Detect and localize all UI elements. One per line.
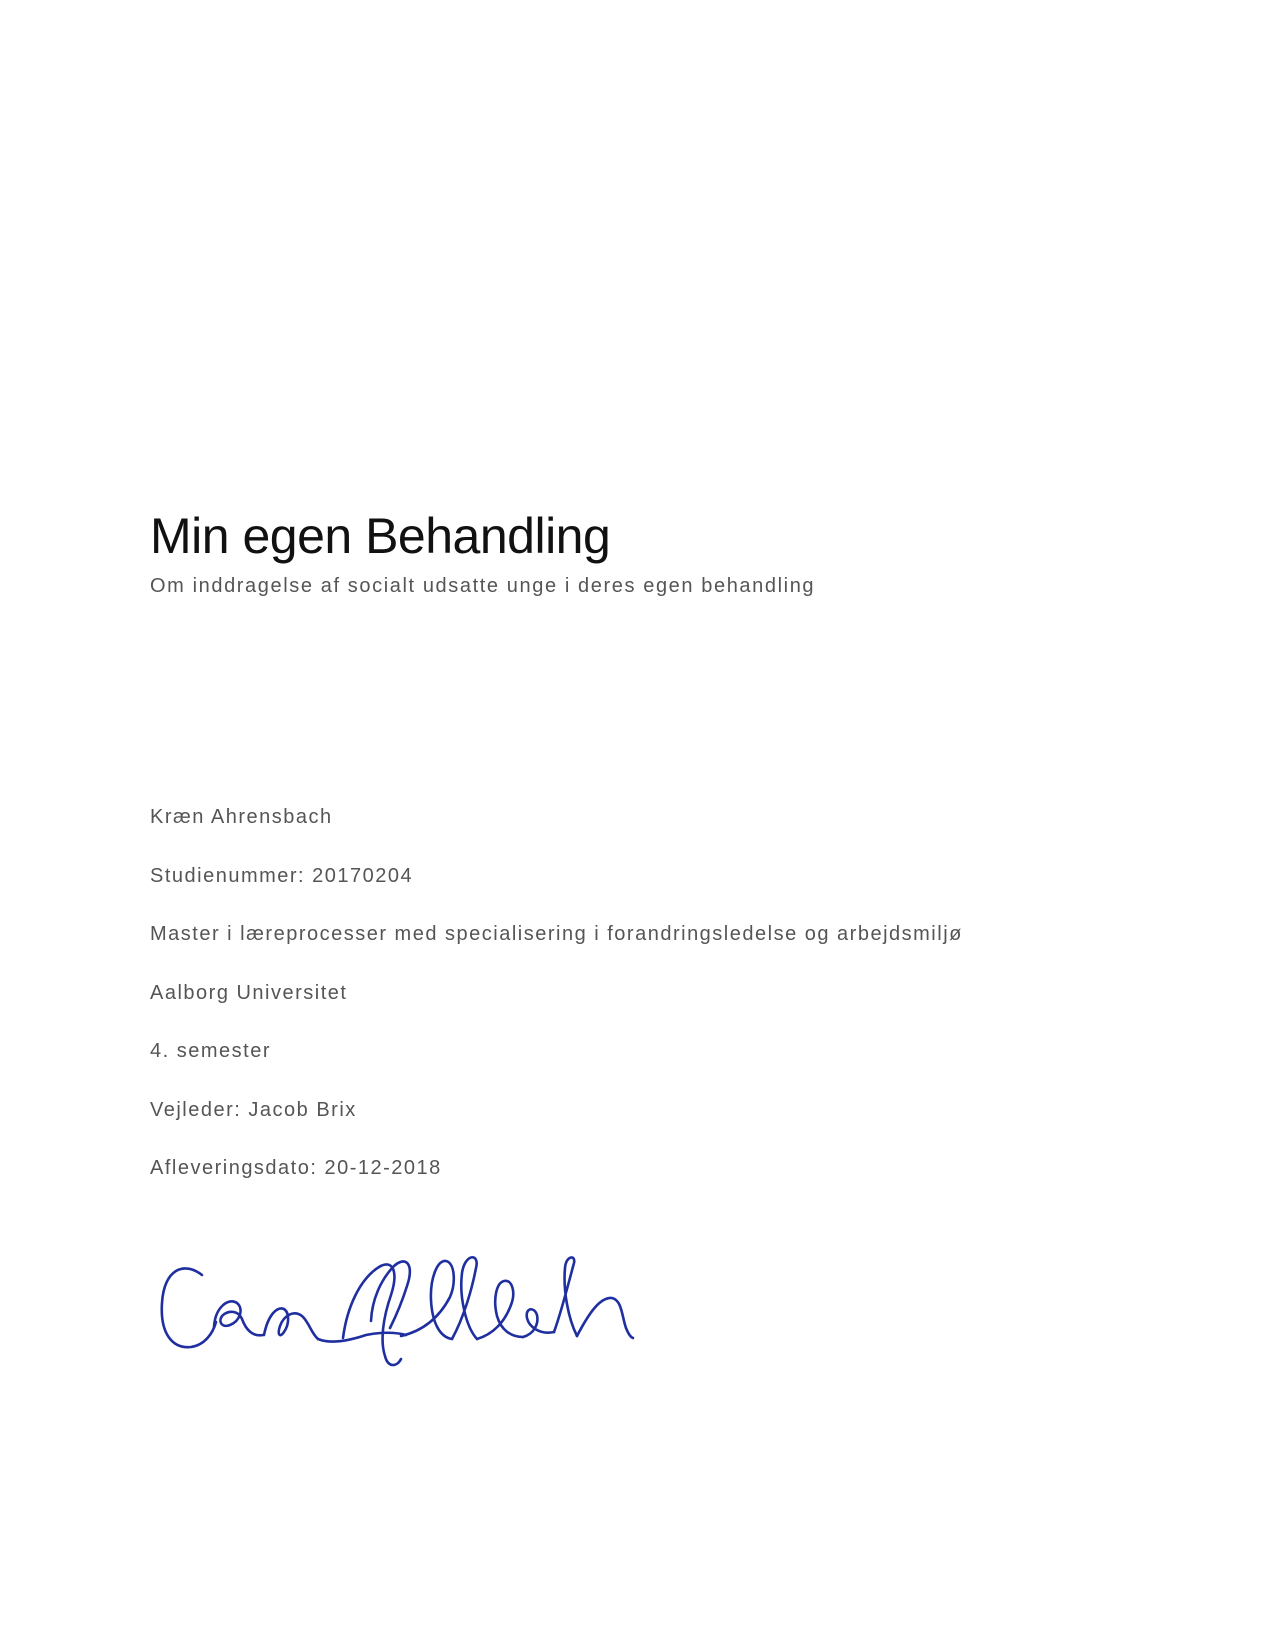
supervisor: Vejleder: Jacob Brix	[150, 1098, 357, 1121]
author-details	[150, 804, 963, 1214]
university-name: Aalborg Universitet	[150, 981, 348, 1004]
page-subtitle: Om inddragelse af socialt udsatte unge i deres egen behandling	[150, 575, 816, 597]
page-title: Min egen Behandling	[150, 508, 611, 564]
student-number: Studienummer: 20170204	[150, 864, 414, 887]
program-name: Master i læreprocesser med specialisering i forandringsledelse og arbejdsmiljø	[150, 923, 963, 945]
semester: 4. semester	[150, 1040, 271, 1062]
author-name: Kræn Ahrensbach	[150, 806, 333, 828]
signature-icon	[160, 1255, 660, 1400]
submission-date: Afleveringsdato: 20-12-2018	[150, 1157, 442, 1179]
